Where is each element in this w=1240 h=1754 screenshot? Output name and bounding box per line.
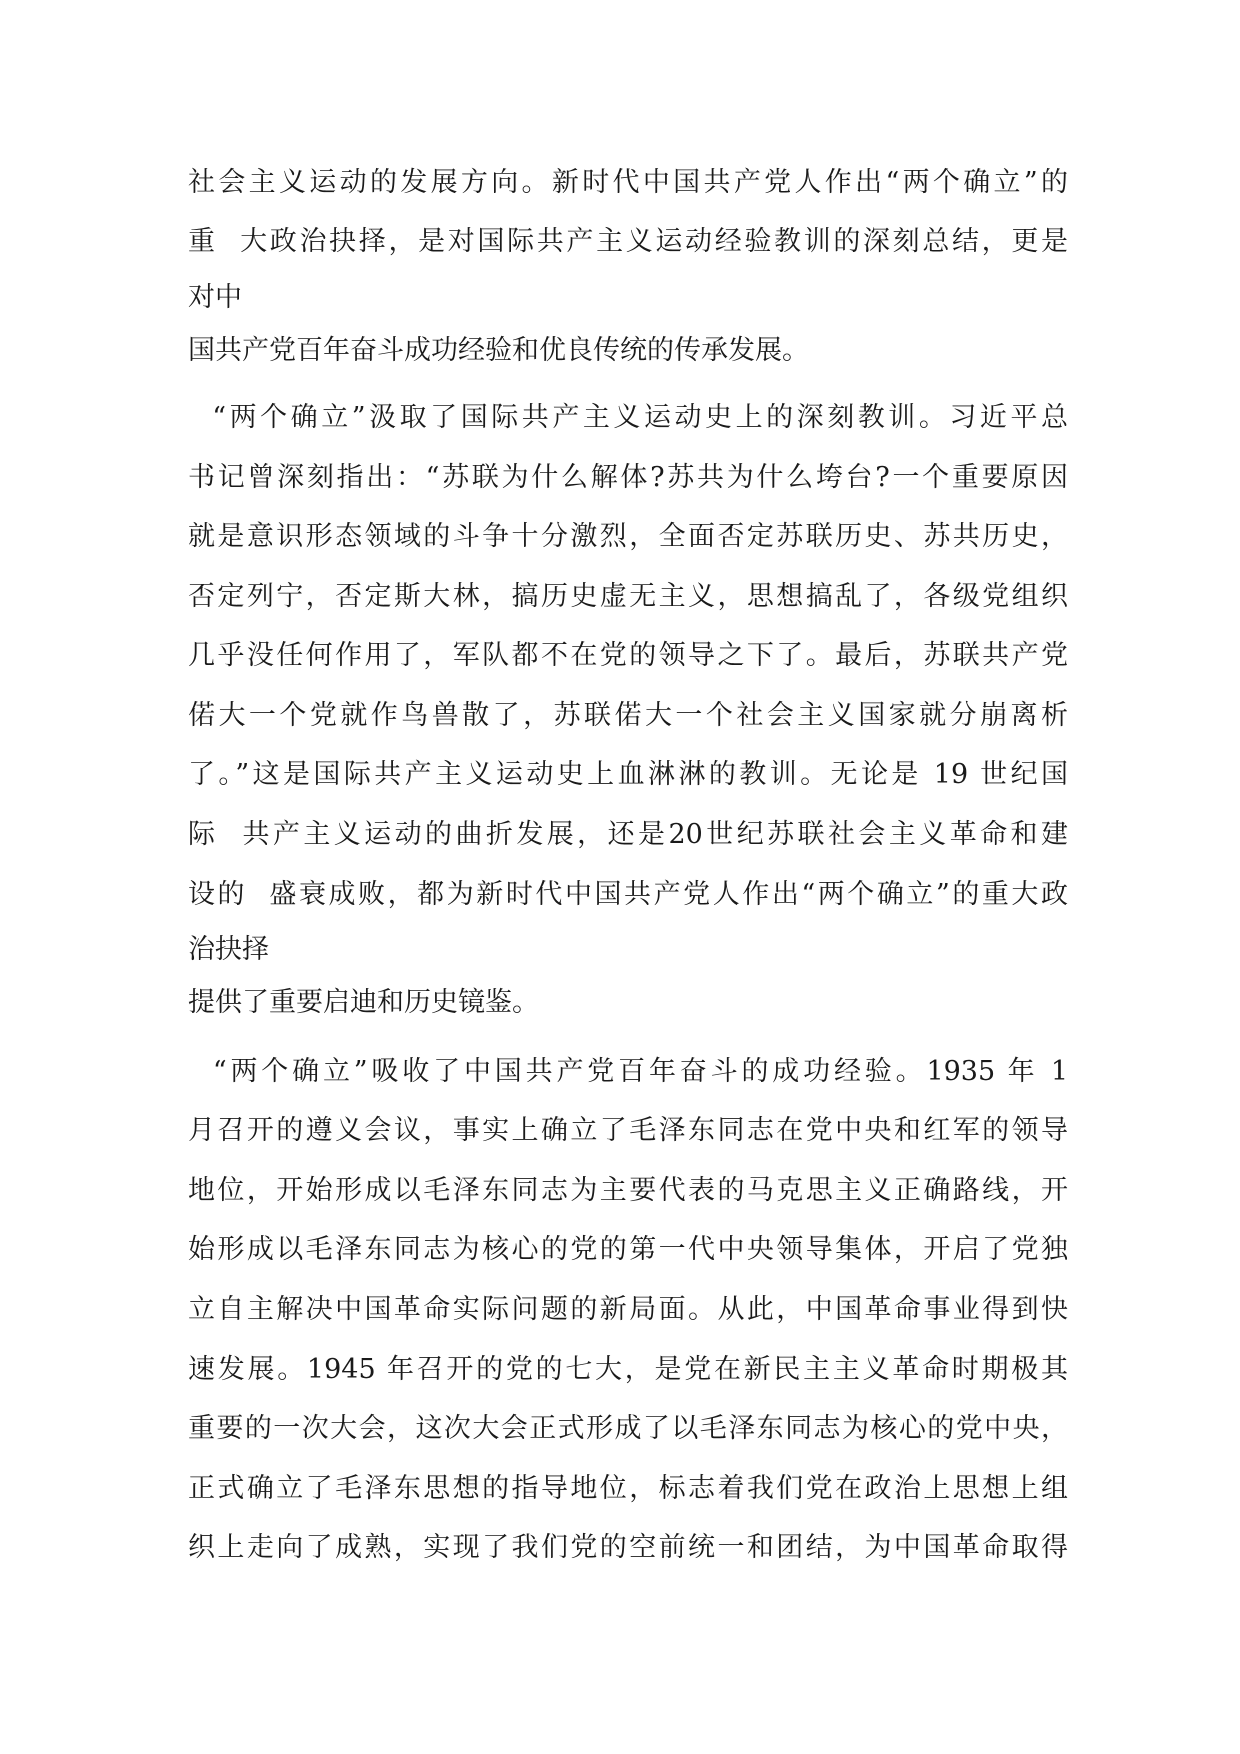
text-line: 国共产党百年奋斗成功经验和优良传统的传承发展。 (188, 335, 809, 366)
text-line: 织上走向了成熟，实现了我们党的空前统一和团结，为中国革命取得 (188, 1532, 1068, 1563)
text-line: 社会主义运动的发展方向。新时代中国共产党人作出“两个确立”的 (188, 167, 1068, 198)
text-line: 偌大一个党就作鸟兽散了，苏联偌大一个社会主义国家就分崩离析 (188, 700, 1068, 731)
text-line: “两个确立”吸收了中国共产党百年奋斗的成功经验。1935 年 1 (188, 1056, 1068, 1087)
text-line: 速发展。1945 年召开的党的七大，是党在新民主主义革命时期极其 (188, 1354, 1068, 1385)
text-line: 地位，开始形成以毛泽东同志为主要代表的马克思主义正确路线，开 (188, 1175, 1068, 1206)
text-line: 重要的一次大会，这次大会正式形成了以毛泽东同志为核心的党中央， (188, 1413, 1068, 1444)
text-line: 始形成以毛泽东同志为核心的党的第一代中央领导集体，开启了党独 (188, 1234, 1068, 1265)
text-line: 否定列宁，否定斯大林，搞历史虚无主义，思想搞乱了，各级党组织 (188, 581, 1068, 612)
text-line: 了。”这是国际共产主义运动史上血淋淋的教训。无论是 19 世纪国 (188, 759, 1068, 790)
text-line: 就是意识形态领域的斗争十分激烈，全面否定苏联历史、苏共历史， (188, 521, 1068, 552)
text-line: 际 共产主义运动的曲折发展，还是20世纪苏联社会主义革命和建 (188, 819, 1068, 850)
text-line: 月召开的遵义会议，事实上确立了毛泽东同志在党中央和红军的领导 (188, 1115, 1068, 1146)
text-line: 正式确立了毛泽东思想的指导地位，标志着我们党在政治上思想上组 (188, 1473, 1068, 1504)
text-line: 书记曾深刻指出：“苏联为什么解体?苏共为什么垮台?一个重要原因 (188, 462, 1068, 493)
text-line: 设的 盛衰成败，都为新时代中国共产党人作出“两个确立”的重大政 (188, 879, 1068, 910)
text-line: 对中 (188, 282, 242, 313)
text-line: 提供了重要启迪和历史镜鉴。 (188, 987, 539, 1018)
text-line: 重 大政治抉择，是对国际共产主义运动经验教训的深刻总结，更是 (188, 226, 1068, 257)
text-line: “两个确立”汲取了国际共产主义运动史上的深刻教训。习近平总 (188, 402, 1068, 433)
text-line: 治抉择 (188, 934, 269, 965)
text-line: 几乎没任何作用了，军队都不在党的领导之下了。最后，苏联共产党 (188, 640, 1068, 671)
text-line: 立自主解决中国革命实际问题的新局面。从此，中国革命事业得到快 (188, 1294, 1068, 1325)
